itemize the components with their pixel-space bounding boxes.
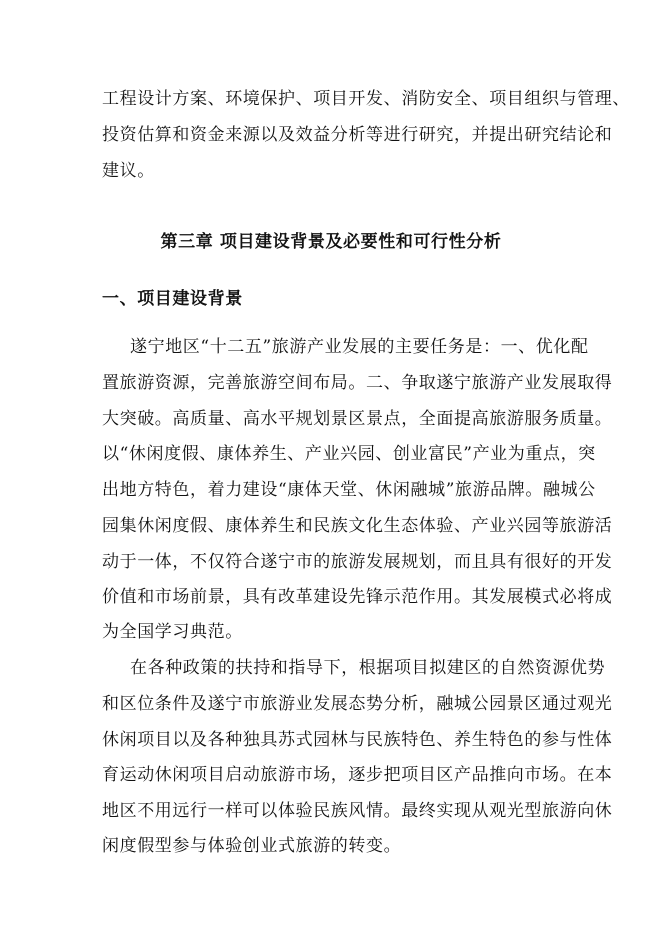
text-line: 置旅游资源，完善旅游空间布局。二、争取遂宁旅游产业发展取得 xyxy=(102,373,613,393)
chapter-title: 第三章 项目建设背景及必要性和可行性分析 xyxy=(160,232,502,252)
section-heading: 一、项目建设背景 xyxy=(102,289,243,309)
text-line: 园集休闲度假、康体养生和民族文化生态体验、产业兴园等旅游活 xyxy=(102,516,613,536)
text-line: 出地方特色，着力建设“康体天堂、休闲融城”旅游品牌。融城公 xyxy=(102,480,596,500)
text-line: 在各种政策的扶持和指导下，根据项目拟建区的自然资源优势 xyxy=(130,658,606,678)
text-line: 和区位条件及遂宁市旅游业发展态势分析，融城公园景区通过观光 xyxy=(102,694,613,714)
text-line: 动于一体，不仅符合遂宁市的旅游发展规划，而且具有很好的开发 xyxy=(102,552,613,572)
text-line: 休闲项目以及各种独具苏式园林与民族特色、养生特色的参与性体 xyxy=(102,730,613,750)
text-line: 工程设计方案、环境保护、项目开发、消防安全、项目组织与管理、 xyxy=(102,89,630,109)
text-line: 投资估算和资金来源以及效益分析等进行研究，并提出研究结论和 xyxy=(102,125,613,145)
text-line: 遂宁地区“十二五”旅游产业发展的主要任务是：一、优化配 xyxy=(130,337,589,357)
text-line: 建议。 xyxy=(102,161,155,181)
text-line: 价值和市场前景，具有改革建设先锋示范作用。其发展模式必将成 xyxy=(102,587,613,607)
text-line: 大突破。高质量、高水平规划景区景点，全面提高旅游服务质量。 xyxy=(102,409,613,429)
text-line: 以“休闲度假、康体养生、产业兴园、创业富民”产业为重点，突 xyxy=(102,444,596,464)
text-line: 闲度假型参与体验创业式旅游的转变。 xyxy=(102,836,402,856)
text-line: 地区不用远行一样可以体验民族风情。最终实现从观光型旅游向休 xyxy=(102,801,613,821)
text-line: 为全国学习典范。 xyxy=(102,622,243,642)
text-line: 育运动休闲项目启动旅游市场，逐步把项目区产品推向市场。在本 xyxy=(102,765,613,785)
